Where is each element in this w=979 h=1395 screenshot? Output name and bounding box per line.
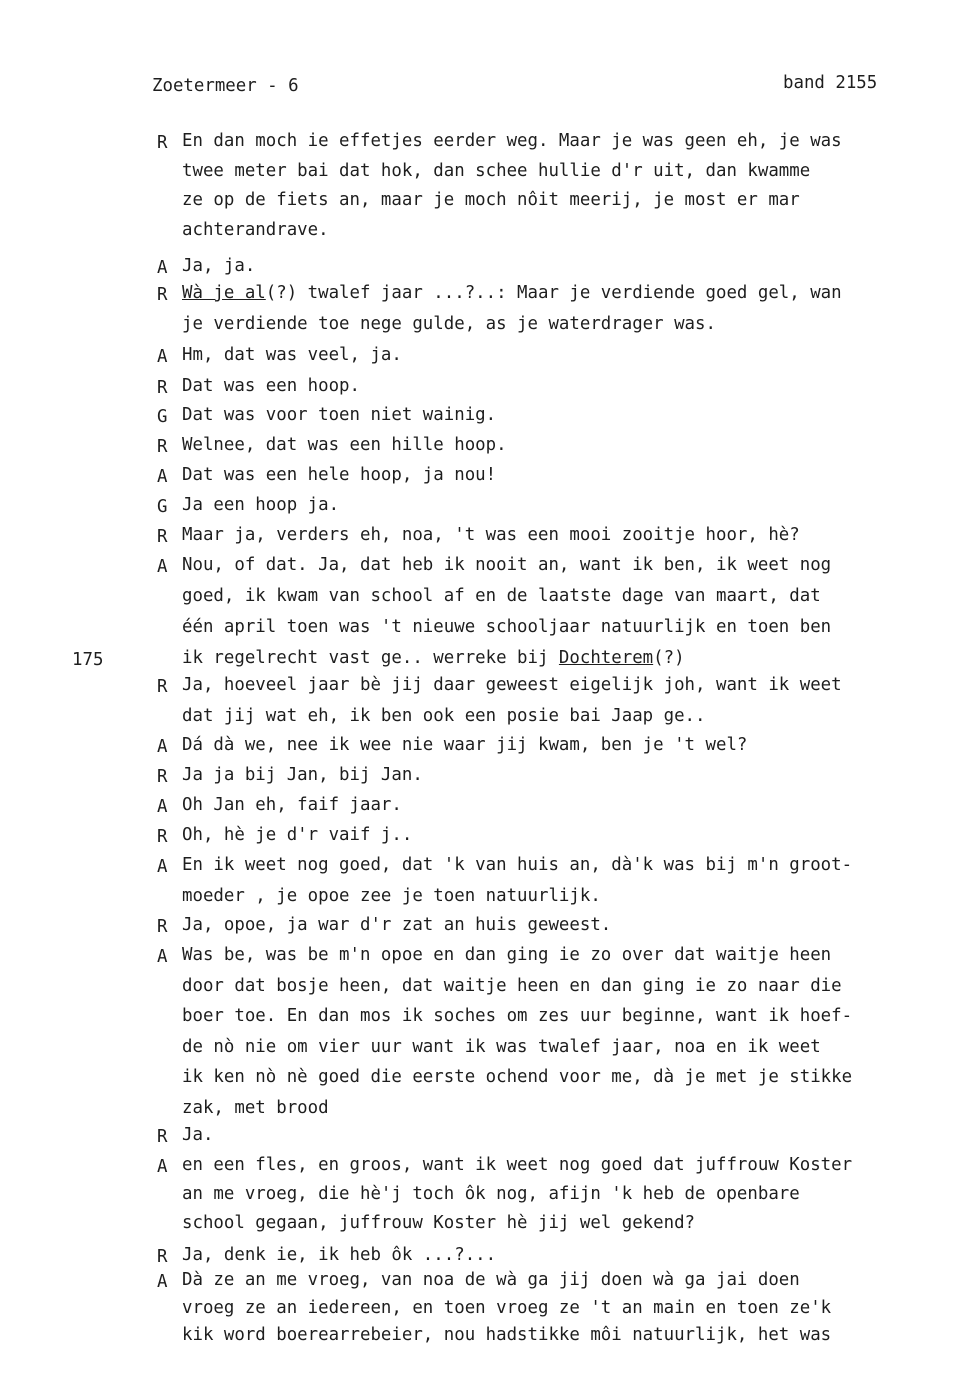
speaker-label: G <box>157 497 168 517</box>
transcript-line <box>182 1157 852 1174</box>
transcript-line <box>182 285 842 302</box>
line-text: twee meter bai dat hok, dan schee hullie d'r uit, dan kwamme <box>182 160 811 181</box>
speaker-label: A <box>157 947 168 967</box>
line-text: Ja een hoop ja. <box>182 495 340 515</box>
transcript-line <box>182 497 339 514</box>
line-text: boer toe. En dan mos ik soches om zes uur beginne, want ik hoef- <box>182 1006 853 1026</box>
margin-line-number: 175 <box>72 650 104 670</box>
transcript-line <box>182 947 831 964</box>
transcript-line <box>182 1215 695 1232</box>
transcript-line <box>182 527 800 544</box>
transcript-line <box>182 133 842 150</box>
line-text: Dat was een hele hoop, ja nou! <box>182 465 497 485</box>
speaker-label: R <box>157 1247 168 1267</box>
line-text: Nou, of dat. Ja, dat heb ik nooit an, want ik ben, ik weet nog <box>182 555 832 575</box>
line-text: Hm, dat was veel, ja. <box>182 345 402 365</box>
transcript-line <box>182 1036 821 1057</box>
transcript-line <box>182 378 360 395</box>
line-text: één april toen was 't nieuwe schooljaar natuurlijk en toen ben <box>182 617 832 637</box>
line-text: vroeg ze an iedereen, en toen vroeg ze 't an main en toen ze'k <box>182 1297 832 1318</box>
transcript-line <box>182 1247 496 1264</box>
transcript-line <box>182 677 842 694</box>
speaker-label: A <box>157 467 168 487</box>
line-text: En dan moch ie effetjes eerder weg. Maar je was geen eh, je was <box>182 131 842 151</box>
transcript-line <box>182 160 811 181</box>
line-text: Maar ja, verders eh, noa, 't was een mooi zooitje hoor, hè? <box>182 525 800 545</box>
line-text: en een fles, en groos, want ik weet nog goed dat juffrouw Koster <box>182 1155 853 1175</box>
line-text: Oh, hè je d'r vaif j.. <box>182 825 413 845</box>
speaker-label: R <box>157 285 168 305</box>
transcript-line <box>182 347 402 364</box>
transcript-line <box>182 258 255 275</box>
speaker-label: A <box>157 857 168 877</box>
line-text: Dat was voor toen niet wainig. <box>182 405 497 425</box>
transcript-line <box>182 219 329 240</box>
speaker-label: R <box>157 677 168 697</box>
transcript-line <box>182 313 716 334</box>
transcript-line <box>182 407 496 424</box>
line-text: Oh Jan eh, faif jaar. <box>182 795 402 815</box>
speaker-label: R <box>157 767 168 787</box>
speaker-label: A <box>157 797 168 817</box>
speaker-label: R <box>157 1127 168 1147</box>
speaker-label: R <box>157 378 168 398</box>
transcript-line <box>182 557 831 574</box>
transcript-line <box>182 1127 213 1144</box>
speaker-label: A <box>157 347 168 367</box>
transcript-line <box>182 1097 329 1118</box>
line-text: ik regelrecht vast ge.. werreke bij <box>182 648 559 668</box>
line-text: dat jij wat eh, ik ben ook een posie bai Jaap ge.. <box>182 706 706 726</box>
line-text: Dat was een hoop. <box>182 376 360 396</box>
line-text: Ja, denk ie, ik heb ôk ...?... <box>182 1245 497 1265</box>
line-text: je verdiende toe nege gulde, as je waterdrager was. <box>182 313 716 334</box>
line-text: school gegaan, juffrouw Koster hè jij wel gekend? <box>182 1213 696 1233</box>
line-text: ze op de fiets an, maar je moch nôit meerij, je most er mar <box>182 190 800 211</box>
line-text: Dá dà we, nee ik wee nie waar jij kwam, ben je 't wel? <box>182 735 748 755</box>
speaker-label: R <box>157 827 168 847</box>
transcript-line <box>182 1186 800 1203</box>
transcript-line <box>182 767 423 784</box>
transcript-line <box>182 888 601 905</box>
line-text: (?) <box>653 648 685 668</box>
speaker-label: A <box>157 1272 168 1292</box>
line-text: kik word boerearrebeier, nou hadstikke môi natuurlijk, het was <box>182 1325 832 1345</box>
transcript-line <box>182 1272 800 1289</box>
transcript-line <box>182 588 821 605</box>
speaker-label: R <box>157 437 168 457</box>
speaker-label: A <box>157 258 168 278</box>
transcript-line <box>182 797 402 814</box>
line-text: de nò nie om vier uur want ik was twalef jaar, noa en ik weet <box>182 1036 821 1057</box>
line-text: Ja, opoe, ja war d'r zat an huis geweest. <box>182 915 612 935</box>
transcript-line <box>182 437 507 454</box>
transcript-line <box>182 650 685 667</box>
speaker-label: G <box>157 407 168 427</box>
speaker-label: R <box>157 133 168 153</box>
transcript-line <box>182 857 852 874</box>
underlined-text: Wà je al <box>182 283 266 303</box>
line-text: Was be, was be m'n opoe en dan ging ie zo over dat waitje heen <box>182 945 832 965</box>
speaker-label: A <box>157 1157 168 1177</box>
line-text: ik ken nò nè goed die eerste ochend voor me, dà je met je stikke <box>182 1067 853 1087</box>
transcript-line <box>182 708 706 725</box>
speaker-label: A <box>157 737 168 757</box>
transcript-line <box>182 1327 831 1344</box>
transcript-line <box>182 975 842 996</box>
speaker-label: R <box>157 527 168 547</box>
transcript-line <box>182 917 611 934</box>
line-text: moeder , je opoe zee je toen natuurlijk. <box>182 886 601 906</box>
transcript-line <box>182 619 831 636</box>
speaker-label: A <box>157 557 168 577</box>
line-text: goed, ik kwam van school af en de laatste dage van maart, dat <box>182 586 821 606</box>
line-text: Ja, hoeveel jaar bè jij daar geweest eigelijk joh, want ik weet <box>182 675 842 695</box>
line-text: En ik weet nog goed, dat 'k van huis an, dà'k was bij m'n groot- <box>182 855 853 875</box>
transcript-line <box>182 1297 832 1318</box>
line-text: Welnee, dat was een hille hoop. <box>182 435 507 455</box>
line-text: Ja, ja. <box>182 256 256 276</box>
transcript-line <box>182 192 800 209</box>
header-tape-number: band 2155 <box>783 73 878 93</box>
underlined-text: Dochterem <box>558 648 654 668</box>
transcript-line <box>182 1008 852 1025</box>
header-location: Zoetermeer - 6 <box>152 76 299 96</box>
line-text: Dà ze an me vroeg, van noa de wà ga jij doen wà ga jai doen <box>182 1270 800 1290</box>
line-text: Ja ja bij Jan, bij Jan. <box>182 765 423 785</box>
line-text: (?) twalef jaar ...?..: Maar je verdiende goed gel, wan <box>265 283 842 303</box>
line-text: an me vroeg, die hè'j toch ôk nog, afijn 'k heb de openbare <box>182 1184 800 1204</box>
line-text: Ja. <box>182 1125 214 1145</box>
line-text: door dat bosje heen, dat waitje heen en dan ging ie zo naar die <box>182 975 842 996</box>
line-text: achterandrave. <box>182 219 329 240</box>
transcript-line <box>182 737 747 754</box>
line-text: zak, met brood <box>182 1097 329 1118</box>
speaker-label: R <box>157 917 168 937</box>
transcript-line <box>182 1069 852 1086</box>
transcript-line <box>182 827 412 844</box>
transcript-line <box>182 467 496 484</box>
